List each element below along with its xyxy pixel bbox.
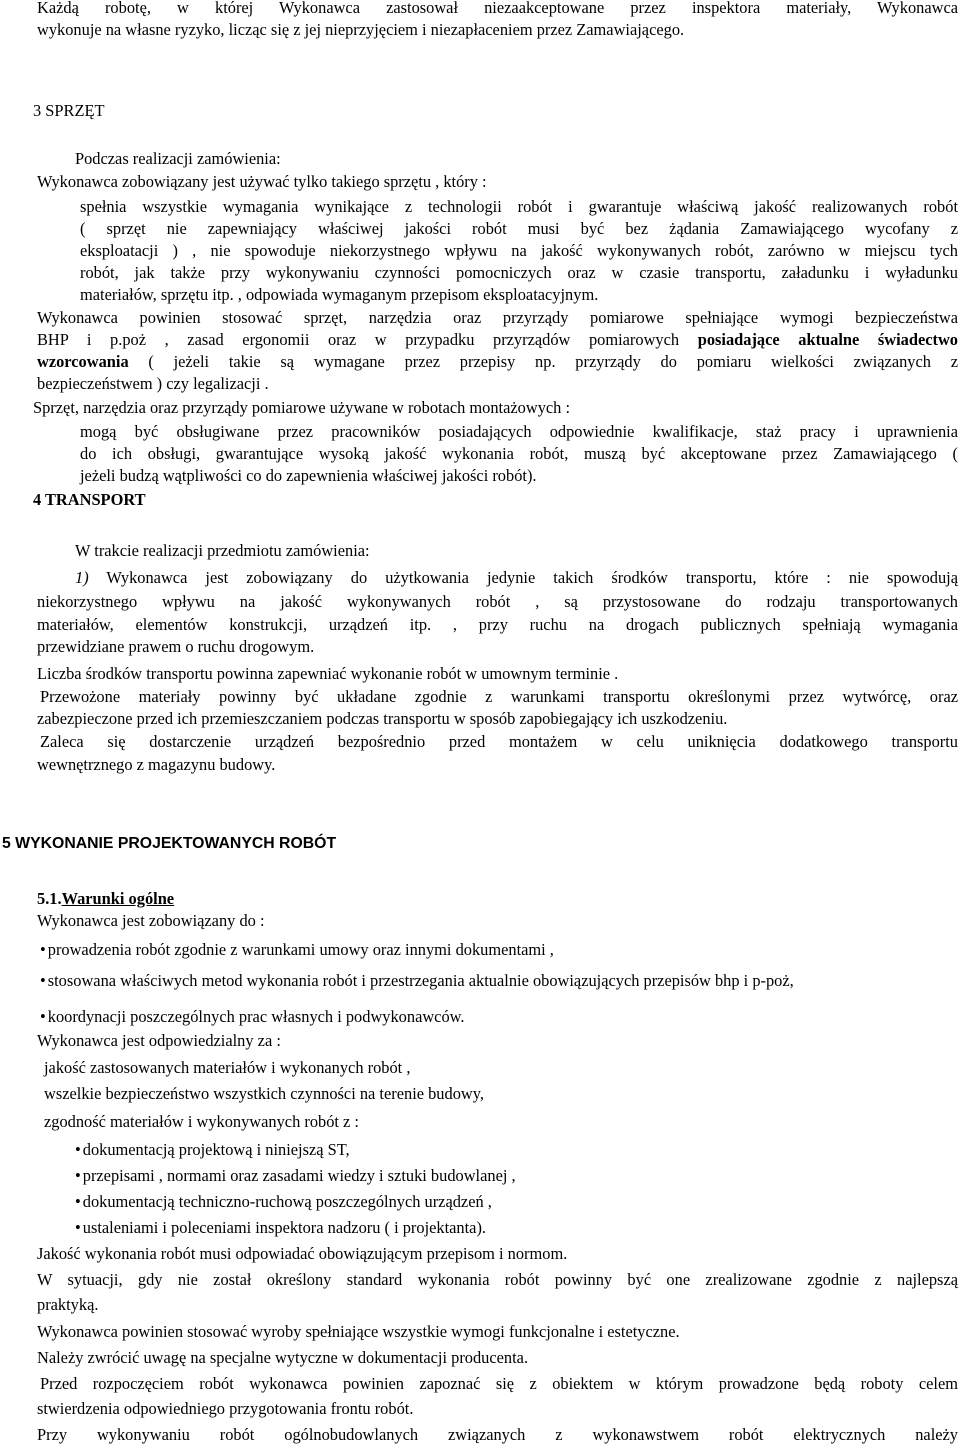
paragraph: Podczas realizacji zamówienia: [75, 149, 281, 168]
requirement-line: eksploatacji ) , nie spowoduje niekorzystnego wpływu na jakość wykonywanych robót, zarówno w miejscu tych [80, 241, 958, 260]
conformity-item: • dokumentacją projektową i niniejszą ST, [75, 1139, 350, 1162]
emphasis: posiadające aktualne świadectwo [697, 330, 959, 349]
section-heading-equipment: 3 SPRZĘT [33, 101, 105, 120]
intro-line: Każdą robotę, w której Wykonawca zastosował niezaakceptowane przez inspektora materiały, Wykonawca [37, 0, 958, 17]
paragraph: Wykonawca powinien stosować wyroby spełniające wszystkie wymogi funkcjonalne i estetyczne. [37, 1322, 680, 1341]
paragraph: Wykonawca zobowiązany jest używać tylko takiego sprzętu , który : [37, 172, 487, 191]
intro-line: wykonuje na własne ryzyko, licząc się z jej nieprzyjęciem i niezapłaceniem przez Zamawiającego. [37, 20, 685, 39]
section-heading-execution: 5 WYKONANIE PROJEKTOWANYCH ROBÓT [2, 835, 337, 852]
paragraph-line: stwierdzenia odpowiedniego przygotowania frontu robót. [37, 1399, 414, 1418]
responsibility-item: zgodność materiałów i wykonywanych robót z : [44, 1112, 359, 1131]
conformity-item: • przepisami , normami oraz zasadami wiedzy i sztuki budowlanej , [75, 1165, 516, 1188]
paragraph: Jakość wykonania robót musi odpowiadać obowiązującym przepisom i normom. [37, 1244, 568, 1263]
bhp-line: BHP i p.poż , zasad ergonomii oraz w przypadku przyrządów pomiarowych posiadające aktualne świadectwo [37, 330, 959, 349]
paragraph-line: Zaleca się dostarczenie urządzeń bezpośrednio przed montażem w celu uniknięcia dodatkowego transportu [40, 732, 958, 751]
paragraph-line: Przewożone materiały powinny być układane zgodnie z warunkami transportu określonymi przez wytwórcę, oraz [40, 687, 958, 706]
paragraph: Należy zwrócić uwagę na specjalne wytyczne w dokumentacji producenta. [37, 1348, 529, 1367]
bhp-line: Wykonawca powinien stosować sprzęt, narzędzia oraz przyrządy pomiarowe spełniające wymogi bezpieczeństwa [37, 308, 958, 327]
requirement-line: robót, jak także przy wykonywaniu czynności pomocniczych oraz w czasie transportu, załadunku i wyładunku [80, 263, 958, 282]
paragraph: Sprzęt, narzędzia oraz przyrządy pomiarowe używane w robotach montażowych : [33, 398, 571, 417]
item-number: 1) [75, 568, 89, 587]
transport-item-line: 1) Wykonawca jest zobowiązany do użytkowania jedynie takich środków transportu, które : nie spowodują [75, 568, 958, 587]
conformity-item: • dokumentacją techniczno-ruchową poszczególnych urządzeń , [75, 1191, 492, 1214]
paragraph: Wykonawca jest zobowiązany do : [37, 911, 265, 930]
duty-item: • koordynacji poszczególnych prac własnych i podwykonawców. [40, 1006, 465, 1029]
operation-line: mogą być obsługiwane przez pracowników posiadających odpowiednie kwalifikacje, staż pracy i uprawnienia [80, 422, 958, 441]
section-heading-transport: 4 TRANSPORT [33, 490, 146, 509]
duty-item: • stosowana właściwych metod wykonania robót i przestrzegania aktualnie obowiązujących przepisów bhp i p-poż, [40, 970, 794, 993]
requirement-line: spełnia wszystkie wymagania wynikające z technologii robót i gwarantuje właściwą jakość realizowanych robót [80, 197, 958, 216]
paragraph: Wykonawca jest odpowiedzialny za : [37, 1031, 281, 1050]
requirement-line: ( sprzęt nie zapewniający właściwej jakości robót musi być bez żądania Zamawiającego wycofany z [80, 219, 958, 238]
emphasis: wzorcowania [37, 352, 129, 371]
transport-item-line: przewidziane prawem o ruchu drogowym. [37, 637, 315, 656]
paragraph: W trakcie realizacji przedmiotu zamówienia: [75, 541, 370, 560]
requirement-line: materiałów, sprzętu itp. , odpowiada wymaganym przepisom eksploatacyjnym. [80, 285, 599, 304]
bhp-line: wzorcowania ( jeżeli takie są wymagane przez przepisy np. przyrządy do pomiaru wielkości związanych z [37, 352, 958, 371]
paragraph-line: wewnętrznego z magazynu budowy. [37, 755, 276, 774]
operation-line: do ich obsługi, gwarantujące wysoką jakość wykonania robót, muszą być akceptowane przez Zamawiającego ( [80, 444, 958, 463]
paragraph: Liczba środków transportu powinna zapewniać wykonanie robót w umownym terminie . [37, 664, 619, 683]
bhp-line: bezpieczeństwem ) czy legalizacji . [37, 374, 269, 393]
responsibility-item: jakość zastosowanych materiałów i wykonanych robót , [44, 1058, 411, 1077]
duty-item: • prowadzenia robót zgodnie z warunkami umowy oraz innymi dokumentami , [40, 939, 554, 962]
subsection-heading: 5.1.Warunki ogólne [37, 889, 175, 908]
transport-item-line: materiałów, elementów konstrukcji, urządzeń itp. , przy ruchu na drogach publicznych spełniają wymagania [37, 615, 958, 634]
paragraph-line: praktyką. [37, 1295, 99, 1314]
paragraph-line: Przy wykonywaniu robót ogólnobudowlanych związanych z wykonawstwem robót elektrycznych należy [37, 1425, 958, 1444]
paragraph-line: zabezpieczone przed ich przemieszczaniem podczas transportu w sposób zapobiegający ich uszkodzeniu. [37, 709, 728, 728]
operation-line: jeżeli budzą wątpliwości co do zapewnienia właściwej jakości robót). [80, 466, 537, 485]
transport-item-line: niekorzystnego wpływu na jakość wykonywanych robót , są przystosowane do rodzaju transportowanych [37, 592, 958, 611]
paragraph-line: Przed rozpoczęciem robót wykonawca powinien zapoznać się z obiektem w którym prowadzone będą roboty celem [40, 1374, 958, 1393]
conformity-item: • ustaleniami i poleceniami inspektora nadzoru ( i projektanta). [75, 1217, 486, 1240]
responsibility-item: wszelkie bezpieczeństwo wszystkich czynności na terenie budowy, [44, 1084, 484, 1103]
paragraph-line: W sytuacji, gdy nie został określony standard wykonania robót powinny być one zrealizowane zgodnie z najlepszą [37, 1270, 958, 1289]
subsection-title: Warunki ogólne [61, 889, 175, 908]
